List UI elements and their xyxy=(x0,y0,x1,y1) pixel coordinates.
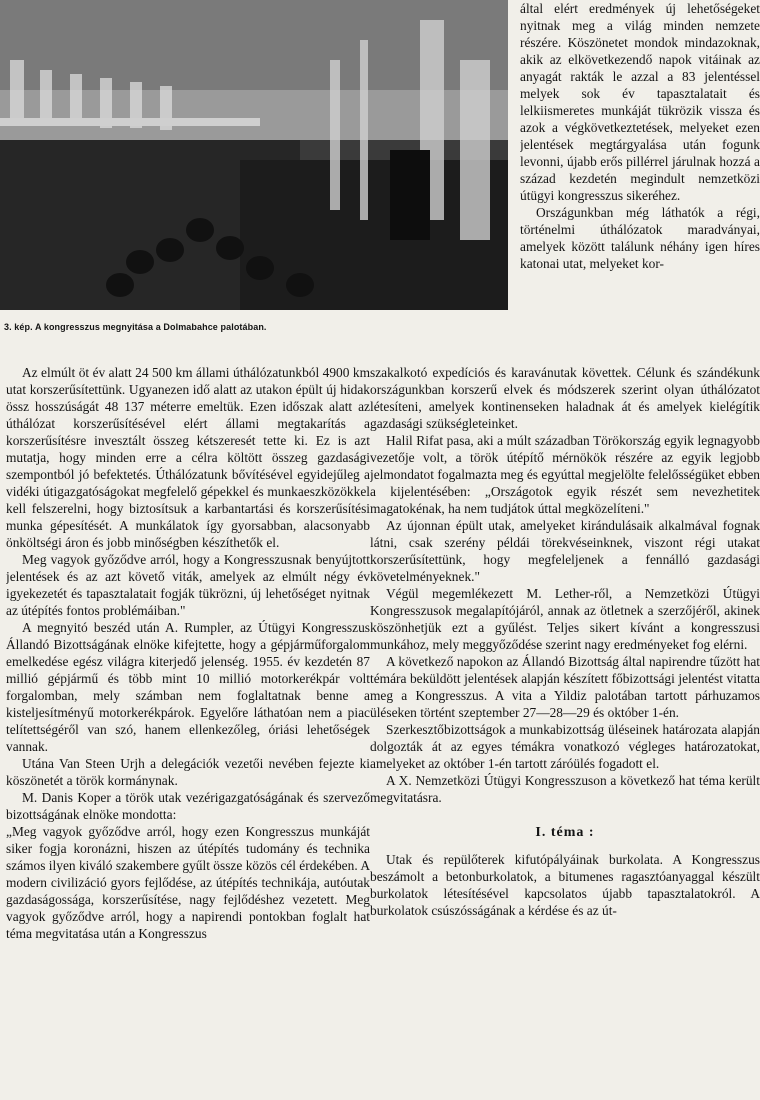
figure-caption: 3. kép. A kongresszus megnyitása a Dolmabahce palotában. xyxy=(4,322,267,332)
photo-illustration xyxy=(0,0,508,310)
paragraph: Utána Van Steen Urjh a delegációk vezetői nevében fejezte ki köszönetét a török kormánynak. xyxy=(6,756,370,788)
paragraph: Az elmúlt öt év alatt 24 500 km állami úthálózatunkból 4900 km utat korszerűsítettünk. Ugyanezen idő alatt az utakon épült új hidak össz hosszúságát 48 137 méterre emeltük. Ezen időszak alatt az úthálózat korszerűsítésével elért állami megtakarítás a korszerűsítésre invesztált összeg kétszeresét tette ki. Ez is azt mutatja, hogy minden erre a célra költött összeg gazdasági szempontból jó befektetés. Úthálózatunk bővítésével egyidejűleg a vidéki útigazgatóságokat megfelelő gépekkel és munkaeszközökkel kell felszerelni, hogy biztosítsuk a karbantartási és korszerűsítési munka gépesítését. A munkálatok így gyorsabban, alacsonyabb önköltségi áron és jobb minőségben készíthetők el. xyxy=(6,365,370,550)
paragraph: Az újonnan épült utak, amelyeket kirándulásaik alkalmával fognak látni, csak szerény példái törekvéseinknek, viszont régi utakat korszerűsítettünk, hogy megfeleljenek a fennálló gazdasági követelményeknek." xyxy=(370,518,760,584)
right-column-top xyxy=(520,0,760,366)
paragraph: A következő napokon az Állandó Bizottság által napirendre tűzött hat témára beküldött jelentések alapján készített főbizottsági jelentést vitatta meg a Kongresszus. A vita a Yildiz palotában tartott párhuzamos üléseken történt szeptember 27—28—29 és október 1-én. xyxy=(370,654,760,720)
paragraph: Meg vagyok győződve arról, hogy a Kongresszusnak benyújtott jelentések és az azt követő viták, amelyek az elmúlt négy év igyekezetét és tapasztalatait fogják tükrözni, új lehetőséget nyitnak az útépítés fontos problémáiban." xyxy=(6,552,370,618)
paragraph: által elért eredmények új lehetőségeket nyitnak meg a világ minden nemzete részére. Köszönetet mondok mindazoknak, akik az elkövetkezendő napok vitáinak az anyagát rakták le azzal a 83 jelentéssel melyek sok év tapasztalatait és lelkiismeretes munkáját tükrözik vissza és azok a végkövetkeztetések, melyeket ezen jelentések megtárgyalása után fogunk levonni, újabb erős pillérrel járulnak hozzá a század kezdetén megindult nemzetközi útügyi kongresszus sikeréhez. xyxy=(520,1,760,203)
paragraph: szakalkotó expedíciós és karavánutak követtek. Célunk és szándékunk országunkban korszerű elvek és módszerek szerint olyan úthálózatot létesíteni, amelyek kontinenseken haladnak át és amelyek kielégítik gazdasági szükségleteinket. xyxy=(370,365,760,431)
photo-kongresszus-megnyitasa xyxy=(0,0,508,310)
paragraph: Utak és repülőterek kifutópályáinak burkolata. A Kongresszus beszámolt a betonburkolatok, a bitumenes ragasztóanyaggal készült burkolatok létesítésével kapcsolatos újabb tapasztalatokról. A burkolatok csúszósságának a kérdése és az út- xyxy=(370,852,760,918)
paragraph: Szerkesztőbizottságok a munkabizottság üléseinek határozata alapján dolgozták át az egyes témákra vonatkozó végleges határozatokat, amelyeket az október 1-én tartott záróülés fogadott el. xyxy=(370,722,760,771)
paragraph: A megnyitó beszéd után A. Rumpler, az Útügyi Kongresszus Állandó Bizottságának elnöke kifejtette, hogy a gépjárműforgalom emelkedése egész világra kiterjedő jelenség. 1955. év kezdetén 87 millió gépjármű és több mint 10 millió motorkerékpár volt forgalomban, mely számban nem foglaltatnak benne a kisteljesítményű motorkerékpárok. Egyelőre láthatóan nem a piac telítettségéről van szó, hanem ellenkezőleg, óriási lehetőségek vannak. xyxy=(6,620,370,754)
paragraph: Végül megemlékezett M. Lether-ről, a Nemzetközi Útügyi Kongresszusok megalapítójáról, annak az ötletnek a szerzőjéről, akinek köszönhetjük ezt a gyűlést. Teljes sikert kívánt a kongresszusi munkához, mely meggyőződése szerint nagy eredményeket fog elérni. xyxy=(370,586,760,652)
left-column xyxy=(6,364,370,1100)
paragraph: „Meg vagyok győződve arról, hogy ezen Kongresszus munkáját siker fogja koronázni, hiszen az útépítés tudomány és technika számos ilyen kiváló szakembere gyűlt össze közös cél érdekében. A modern civilizáció gyors fejlődése, az útépítés technikája, autóutak gazdaságossága, korszerűsítése, nagy fejlődéshez vezetett. Meg vagyok győződve arról, hogy a napirendi pontokban foglalt hat téma megvitatása után a Kongresszus xyxy=(6,824,370,941)
right-column xyxy=(370,364,760,1100)
paragraph: Országunkban még láthatók a régi, történelmi úthálózatok maradványai, amelyek között találunk néhány igen híres katonai utat, melyeket kor- xyxy=(520,205,760,271)
paragraph: A X. Nemzetközi Útügyi Kongresszuson a következő hat téma került megvitatásra. xyxy=(370,773,760,805)
paragraph: M. Danis Koper a török utak vezérigazgatóságának és szervező bizottságának elnöke mondotta: xyxy=(6,790,370,822)
paragraph: Halil Rifat pasa, aki a múlt században Törökország egyik legnagyobb vezetője volt, a török útépítő mérnökök részére az egyik legjobb jelmondatot fogalmazta meg és egyúttal megjelölte felelősségüket ebben a kijelentésében: „Országotok egyik részét sem nevezhetitek magatokénak, ha nem tudjátok úttal megközelíteni." xyxy=(370,433,760,516)
section-heading: I. téma : xyxy=(535,825,595,840)
